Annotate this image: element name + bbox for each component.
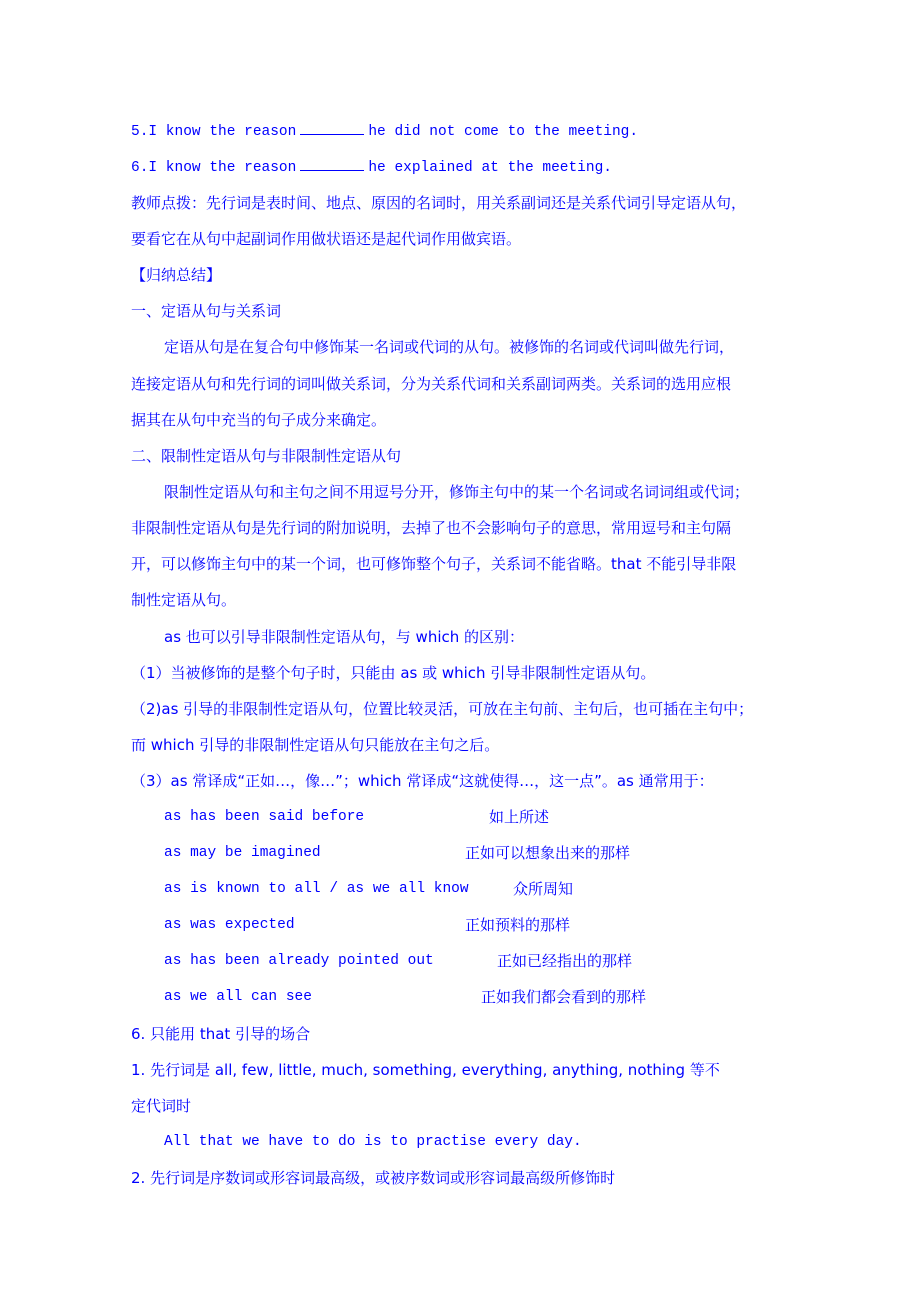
- section-1-para-line: 连接定语从句和先行词的词叫做关系词，分为关系代词和关系副词两类。关系词的选用应根: [131, 375, 732, 393]
- phrase-chinese: 如上所述: [489, 808, 550, 826]
- phrase-english: as has been said before: [164, 809, 365, 825]
- phrase-chinese: 正如可以想象出来的那样: [465, 844, 631, 862]
- phrase-chinese: 正如我们都会看到的那样: [481, 988, 647, 1006]
- section-2-para-line: 非限制性定语从句是先行词的附加说明，去掉了也不会影响句子的意思，常用逗号和主句隔: [131, 519, 732, 537]
- as-which-intro: as 也可以引导非限制性定语从句，与 which 的区别：: [164, 628, 525, 646]
- answer-blank[interactable]: [300, 120, 364, 135]
- teacher-note-line-1: 教师点拨：先行词是表时间、地点、原因的名词时，用关系副词还是关系代词引导定语从句，: [131, 194, 747, 212]
- answer-blank[interactable]: [300, 156, 364, 171]
- exercise-text-after: he explained at the meeting.: [368, 160, 612, 176]
- section-2-para-line: 限制性定语从句和主句之间不用逗号分开，修饰主句中的某一个名词或名词词组或代词；: [164, 483, 750, 501]
- phrase-row: [0, 987, 920, 1007]
- point-2-line-2: 而 which 引导的非限制性定语从句只能放在主句之后。: [131, 736, 500, 754]
- section-6-title: 6. 只能用 that 引导的场合: [131, 1025, 311, 1043]
- rule-1-line-1: 1. 先行词是 all, few, little, much, something, everything, anything, nothing 等不: [131, 1061, 720, 1079]
- summary-heading: 【归纳总结】: [131, 266, 222, 284]
- rule-2: 2. 先行词是序数词或形容词最高级，或被序数词或形容词最高级所修饰时: [131, 1169, 616, 1187]
- section-2-title: 二、限制性定语从句与非限制性定语从句: [131, 447, 402, 465]
- phrase-row: [0, 951, 920, 971]
- phrase-english: as was expected: [164, 917, 295, 933]
- phrase-english: as may be imagined: [164, 845, 321, 861]
- rule-1-line-2: 定代词时: [131, 1097, 192, 1115]
- exercise-text-before: I know the reason: [148, 160, 297, 176]
- section-2-para-line: 制性定语从句。: [131, 591, 237, 609]
- section-2-para-line: 开，可以修饰主句中的某一个词，也可修饰整个句子，关系词不能省略。that 不能引导非限: [131, 555, 737, 573]
- exercise-5: [131, 120, 638, 140]
- teacher-note-line-2: 要看它在从句中起副词作用做状语还是起代词作用做宾语。: [131, 230, 522, 248]
- phrase-row: [0, 879, 920, 899]
- phrase-chinese: 正如预料的那样: [465, 916, 571, 934]
- phrase-chinese: 众所周知: [513, 880, 574, 898]
- point-1: （1）当被修饰的是整个句子时，只能由 as 或 which 引导非限制性定语从句。: [131, 664, 656, 682]
- phrase-row: [0, 843, 920, 863]
- exercise-6: [131, 156, 612, 176]
- phrase-row: [0, 807, 920, 827]
- point-3: （3）as 常译成“正如…，像…”；which 常译成“这就使得…，这一点”。as 通常用于：: [131, 772, 714, 790]
- exercise-text-after: he did not come to the meeting.: [368, 124, 639, 140]
- point-2-line-1: （2)as 引导的非限制性定语从句，位置比较灵活，可放在主句前、主句后，也可插在主句中；: [131, 700, 754, 718]
- phrase-english: as we all can see: [164, 989, 312, 1005]
- phrase-chinese: 正如已经指出的那样: [497, 952, 633, 970]
- section-1-para-line: 定语从句是在复合句中修饰某一名词或代词的从句。被修饰的名词或代词叫做先行词，: [164, 338, 735, 356]
- exercise-number: 5.: [131, 124, 149, 140]
- section-1-title: 一、定语从句与关系词: [131, 302, 282, 320]
- section-1-para-line: 据其在从句中充当的句子成分来确定。: [131, 411, 387, 429]
- phrase-row: [0, 915, 920, 935]
- phrase-english: as has been already pointed out: [164, 953, 434, 969]
- phrase-english: as is known to all / as we all know: [164, 881, 469, 897]
- exercise-number: 6.: [131, 160, 149, 176]
- exercise-text-before: I know the reason: [148, 124, 297, 140]
- example-sentence-1: All that we have to do is to practise every day.: [164, 1134, 582, 1150]
